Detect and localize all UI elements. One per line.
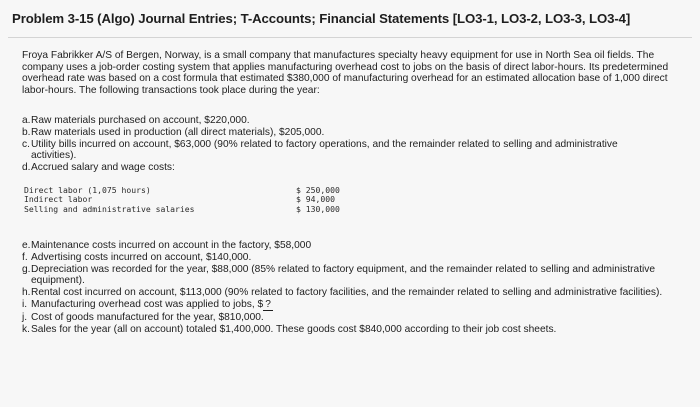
transaction-marker: b. xyxy=(22,127,31,139)
transaction-item xyxy=(22,299,692,311)
transaction-text: Depreciation was recorded for the year, $88,000 (85% related to factory equipment, and the remainder related to selling and administrative equipment). xyxy=(31,264,656,287)
salary-row xyxy=(24,186,692,195)
transaction-marker: a. xyxy=(22,115,31,127)
page-title: Problem 3-15 (Algo) Journal Entries; T-Accounts; Financial Statements [LO3-1, LO3-2, LO3-3, LO3-4] xyxy=(12,11,631,26)
salary-row xyxy=(24,205,692,214)
transaction-marker: h. xyxy=(22,287,31,299)
transaction-text: Raw materials purchased on account, $220,000. xyxy=(31,115,250,127)
transaction-item xyxy=(22,252,692,263)
transaction-item xyxy=(22,240,692,251)
transaction-item xyxy=(22,264,692,286)
transaction-item xyxy=(22,115,662,126)
overhead-applied-blank: ? xyxy=(265,299,271,311)
transaction-marker: j. xyxy=(22,312,28,324)
transaction-text: Accrued salary and wage costs: xyxy=(31,161,175,173)
transaction-marker: i. xyxy=(22,299,28,311)
transaction-marker: k. xyxy=(22,324,30,336)
transactions-list-e-k xyxy=(22,240,692,335)
transaction-item xyxy=(22,287,692,298)
transaction-text-with-blank xyxy=(31,299,692,311)
transaction-text: Sales for the year (all on account) totaled $1,400,000. These goods cost $840,000 according to their job cost sheets. xyxy=(31,324,557,336)
intro-paragraph: Froya Fabrikker A/S of Bergen, Norway, is a small company that manufactures specialty heavy equipment for use in North Sea oil fields. The company uses a job-order costing system that applies manufacturing overhead cost to jobs on the basis of direct labor-hours. Its predetermined overhead rate was based on a cost formula that estimated $380,000 of manufacturing overhead for an estimated allocation base of 1,000 direct labor-hours. The following transactions took place during the year: xyxy=(22,50,669,96)
salary-label: Indirect labor xyxy=(24,194,93,205)
title-divider xyxy=(8,37,692,38)
transaction-item xyxy=(22,324,692,335)
transaction-marker: e. xyxy=(22,240,31,252)
transaction-text: Utility bills incurred on account, $63,000 (90% related to factory operations, and the remainder related to selling and administrative activities). xyxy=(31,138,618,162)
salary-table xyxy=(24,186,692,222)
transaction-item xyxy=(22,139,662,161)
transaction-marker: f. xyxy=(22,252,28,264)
salary-amount: $ 250,000 xyxy=(296,185,340,196)
transaction-text: Advertising costs incurred on account, $140,000. xyxy=(31,252,252,264)
transaction-item xyxy=(22,127,662,138)
transaction-marker: g. xyxy=(22,264,31,276)
transaction-text: Raw materials used in production (all direct materials), $205,000. xyxy=(31,127,325,139)
transaction-text: Maintenance costs incurred on account in the factory, $58,000 xyxy=(31,240,312,252)
transactions-list-a-d xyxy=(22,115,662,173)
salary-label: Direct labor (1,075 hours) xyxy=(24,185,151,196)
transaction-text: Cost of goods manufactured for the year, $810,000. xyxy=(31,312,264,324)
transaction-text: Rental cost incurred on account, $113,000 (90% related to factory facilities, and the remainder related to selling and administrative facilities). xyxy=(31,287,663,299)
transaction-item xyxy=(22,312,692,323)
transaction-marker: d. xyxy=(22,161,31,173)
salary-amount: $ 130,000 xyxy=(296,203,340,214)
salary-label: Selling and administrative salaries xyxy=(24,203,195,214)
transaction-marker: c. xyxy=(22,138,30,150)
transaction-text: Manufacturing overhead cost was applied to jobs, $ xyxy=(31,299,264,311)
salary-amount: $ 94,000 xyxy=(296,194,335,205)
transaction-item xyxy=(22,162,662,173)
